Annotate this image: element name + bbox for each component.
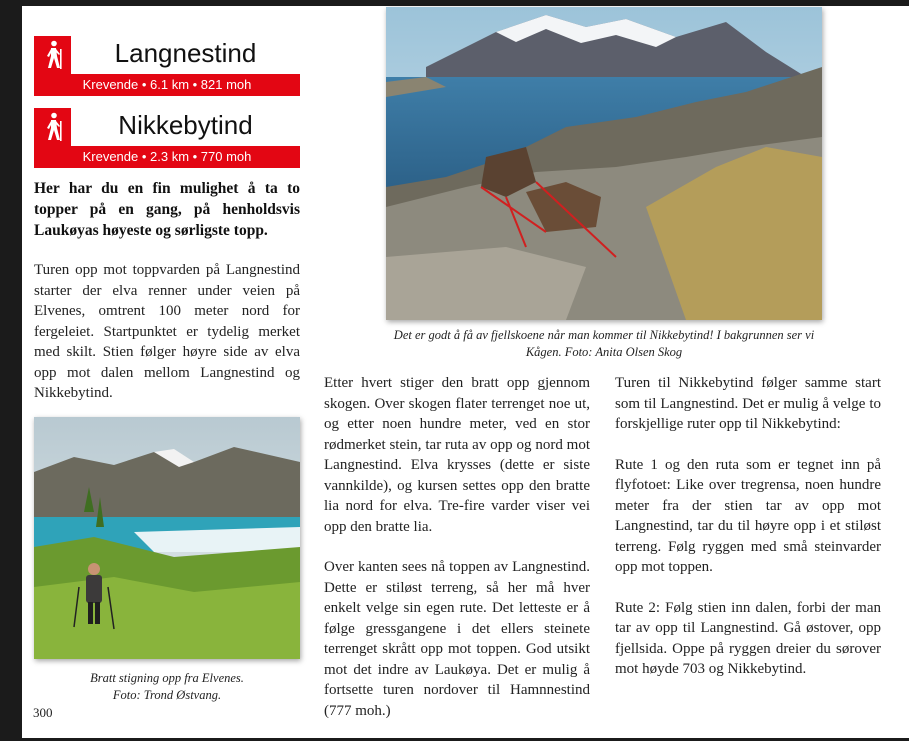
photo-boots-summit [386, 7, 822, 320]
trail-details: Krevende • 2.3 km • 770 moh [34, 146, 300, 168]
paragraph: Turen til Nikkebytind følger samme start som til Langnestind. Det er mulig å velge to forskjellige ruter opp til Nikkebytind: [615, 375, 881, 432]
paragraph: Rute 1 og den ruta som er tegnet inn på flyfotoet: Like over tregrensa, noen hundre meter fra der stien tar av opp mot Langnestind, tar du til høyre opp i et stiløst terreng. Følg ryggen med små steinvarder opp mot toppen. [615, 456, 881, 575]
page-number: 300 [33, 705, 53, 720]
photo-hiker-elvenes [34, 417, 300, 659]
photo-left-caption [34, 670, 300, 704]
paragraph: Rute 2: Følg stien inn dalen, forbi der man tar av opp til Langnestind. Gå østover, opp fjellsida. Oppe på ryggen dreier du sørover mot høyde 703 og Nikkebytind. [615, 599, 881, 677]
text-column-2 [324, 373, 590, 741]
photo-top-caption: Det er godt å få av fjellskoene når man kommer til Nikkebytind! I bakgrunnen ser vi Kågen. Foto: Anita Olsen Skog [393, 328, 815, 359]
text-column-1 [34, 260, 300, 424]
caption-line: Foto: Trond Østvang. [112, 688, 222, 702]
book-page [22, 6, 909, 738]
intro-paragraph: Her har du en fin mulighet å ta to topper på en gang, på henholdsvis Laukøyas høyeste og sørligste topp. [34, 180, 300, 239]
paragraph: Over kanten sees nå toppen av Langnestind. Dette er stiløst terreng, så her må hver enkelt velge sin egen rute. Det letteste er å følge gressgangene i det ellers steinete terrenget skrått opp mot toppen. God utsikt mot det indre av Laukøya. Det er mulig å fortsette turen nordover til Hamnnestind (777 moh.) [324, 559, 590, 719]
trail-name: Langnestind [114, 38, 257, 68]
trail-header-langnestind [34, 36, 300, 96]
hiker-icon [34, 36, 71, 74]
paragraph: Turen opp mot toppvarden på Langnestind starter der elva renner under veien på Elvenes, omtrent 100 meter nord for fergeleiet. Startpunktet er tydelig merket med skilt. Stien følger høyre side av elva opp mot dalen mellom Langnestind og Nikkebytind. [34, 262, 300, 401]
caption-line: Bratt stigning opp fra Elvenes. [90, 671, 244, 685]
trail-details: Krevende • 6.1 km • 821 moh [34, 74, 300, 96]
hiker-icon [34, 108, 71, 146]
trail-header-nikkebytind [34, 108, 300, 168]
trail-name: Nikkebytind [118, 110, 253, 140]
text-column-3 [615, 373, 881, 700]
paragraph: Etter hvert stiger den bratt opp gjennom skogen. Over skogen flater terrenget noe ut, og etter noen hundre meter, ved en stor rødmerket stein, tar ruta av opp og nord mot Langnestind. Elva krysses (dette er siste vannkilde), og kursen settes opp den bratte lia nord for elva. Tre-fire varder viser vei opp den bratte lia. [324, 375, 590, 535]
